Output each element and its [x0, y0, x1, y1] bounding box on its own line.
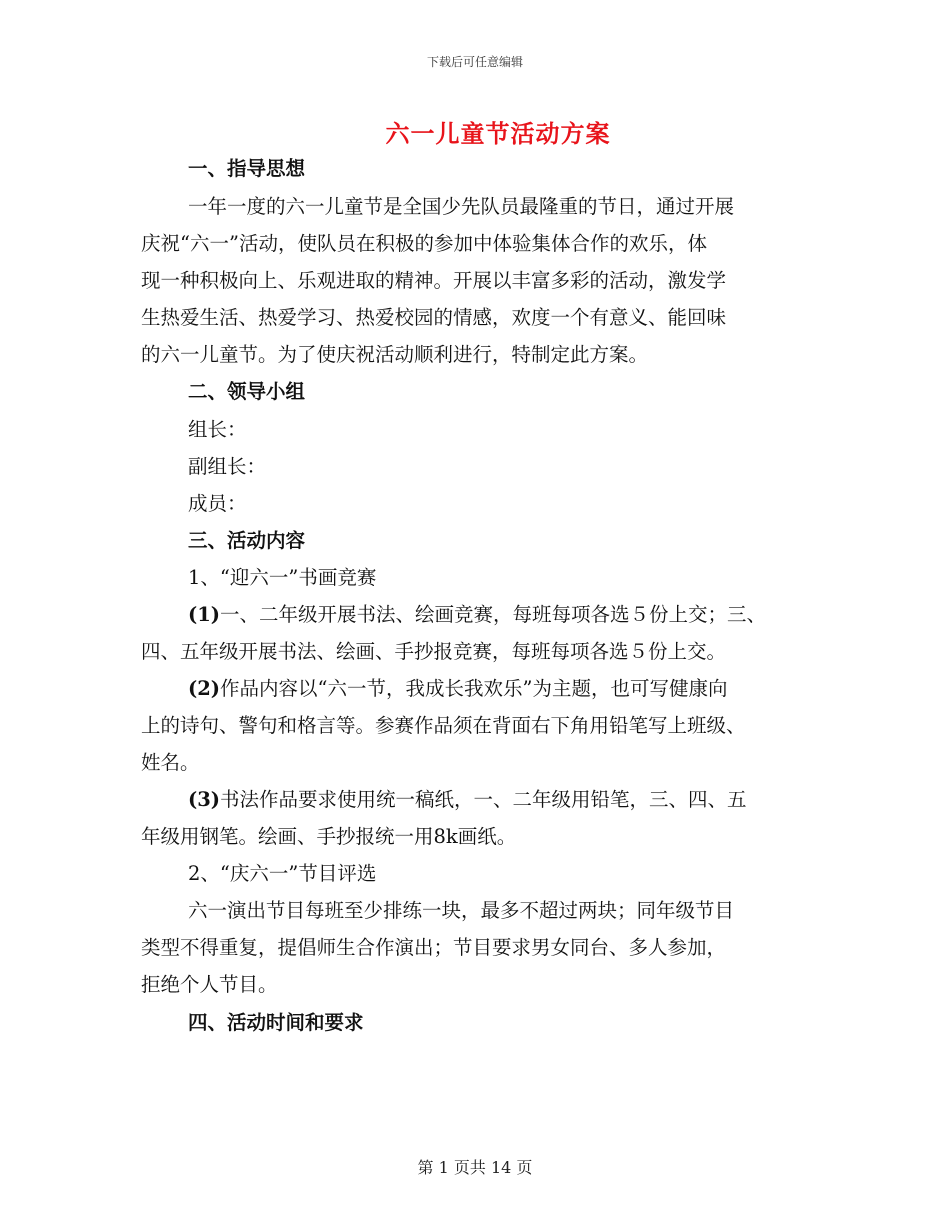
paragraph-line: 上的诗句、警句和格言等。参赛作品须在背面右下角用铅笔写上班级、	[141, 714, 746, 737]
paragraph-line: 姓名。	[141, 751, 200, 774]
paragraph-line: 生热爱生活、热爱学习、热爱校园的情感，欢度一个有意义、能回味	[141, 306, 727, 329]
paragraph-line: 庆祝“六一”活动，使队员在积极的参加中体验集体合作的欢乐，体	[141, 232, 707, 255]
activity-1-point-1-line	[188, 603, 766, 627]
point-number: (3)	[188, 788, 221, 811]
section-heading-guiding-idea: 一、指导思想	[188, 157, 306, 180]
point-text: 书法作品要求使用统一稿纸，一、二年级用铅笔，三、四、五	[220, 788, 747, 811]
activity-1-title: 1、“迎六一”书画竞赛	[188, 566, 377, 589]
paragraph-line: 一年一度的六一儿童节是全国少先队员最隆重的节日，通过开展	[188, 195, 735, 218]
activity-1-point-2-line	[188, 677, 727, 701]
point-number: (2)	[188, 677, 221, 700]
paragraph-line: 拒绝个人节目。	[141, 973, 278, 996]
deputy-leader-field-label: 副组长：	[188, 455, 267, 478]
members-field-label: 成员：	[188, 492, 247, 515]
page-number: 第 1 页共 14 页	[417, 1158, 533, 1177]
section-heading-activities: 三、活动内容	[188, 529, 306, 552]
leader-field-label: 组长：	[188, 418, 247, 441]
paragraph-line: 类型不得重复，提倡师生合作演出；节目要求男女同台、多人参加，	[141, 936, 727, 959]
document-title: 六一儿童节活动方案	[385, 120, 611, 148]
paragraph-line: 四、五年级开展书法、绘画、手抄报竞赛，每班每项各选５份上交。	[141, 640, 727, 663]
paragraph-line: 的六一儿童节。为了使庆祝活动顺利进行，特制定此方案。	[141, 343, 649, 366]
paragraph-line: 六一演出节目每班至少排练一块，最多不超过两块；同年级节目	[188, 899, 735, 922]
point-text: 作品内容以“六一节，我成长我欢乐”为主题，也可写健康向	[220, 677, 728, 700]
paragraph-line: 年级用钢笔。绘画、手抄报统一用8k画纸。	[141, 825, 517, 848]
activity-1-point-3-line	[188, 788, 747, 812]
paragraph-line: 现一种积极向上、乐观进取的精神。开展以丰富多彩的活动，激发学	[141, 269, 727, 292]
section-heading-time-requirements: 四、活动时间和要求	[188, 1011, 364, 1034]
section-heading-leadership: 二、领导小组	[188, 380, 306, 403]
point-text: 一、二年级开展书法、绘画竞赛，每班每项各选５份上交；三、	[220, 603, 767, 626]
point-number: (1)	[188, 603, 221, 626]
activity-2-title: 2、“庆六一”节目评选	[188, 862, 377, 885]
page-header-note: 下载后可任意编辑	[426, 55, 523, 69]
